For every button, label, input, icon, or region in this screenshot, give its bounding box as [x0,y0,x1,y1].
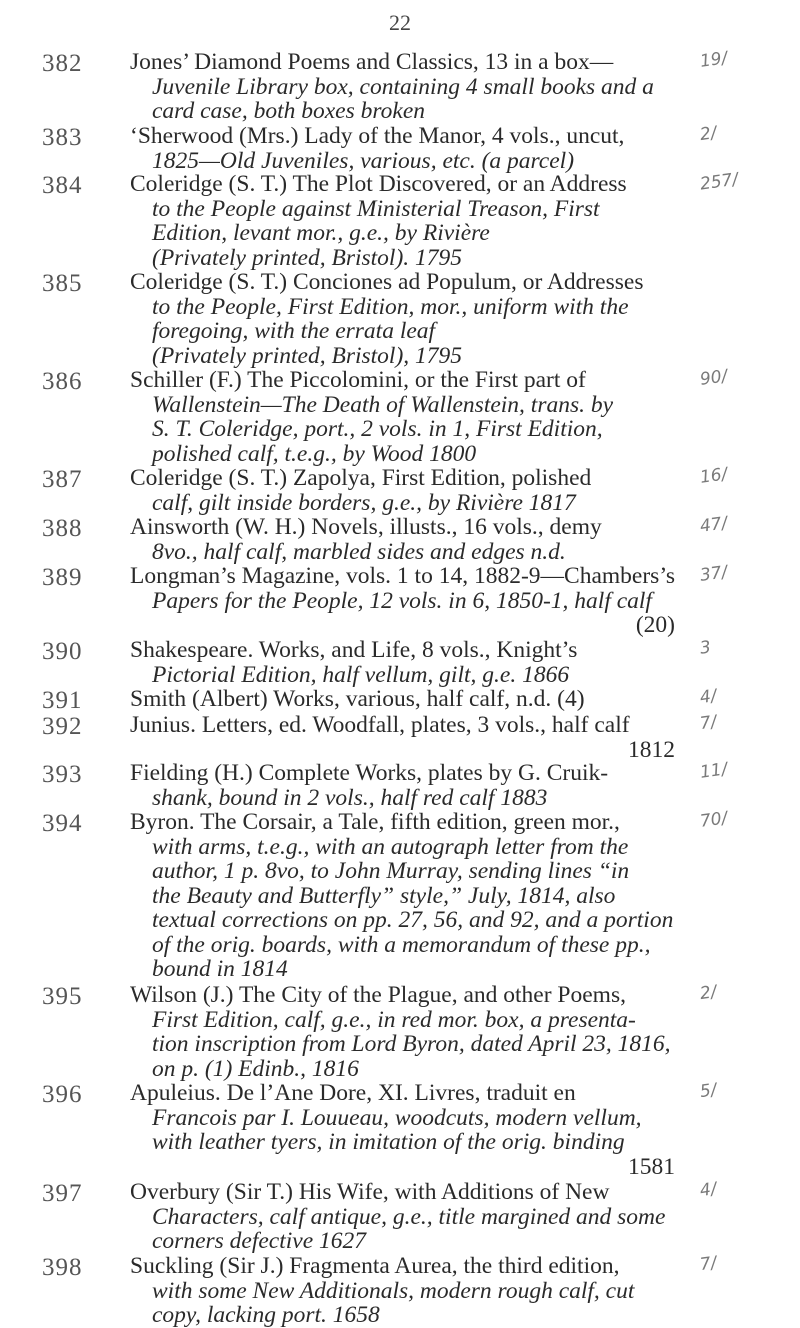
lot-description-line: Wallenstein—The Death of Wallenstein, trans. by [152,391,614,418]
lot-description [130,983,755,1081]
lot-description [130,713,755,762]
lot-description [130,124,755,173]
lot-description [130,810,755,982]
lot-description-line: polished calf, t.e.g., by Wood 1800 [152,440,477,467]
lot-number: 394 [42,810,83,837]
lot-description-line: with arms, t.e.g., with an autograph letter from the [152,833,629,860]
lot-description-line: Ainsworth (W. H.) Novels, illusts., 16 vols., demy [130,514,602,540]
lot-description-line: foregoing, with the errata leaf [152,318,436,344]
lot-description-line: Jones’ Diamond Poems and Classics, 13 in a box— [130,49,614,75]
lot-description-line: Edition, levant mor., g.e., by Rivière [152,220,490,246]
lot-description-line: Shakespeare. Works, and Life, 8 vols., Knight’s [130,637,578,663]
handwritten-price-annotation: 7/ [698,1252,718,1276]
lot-number: 388 [42,515,83,542]
lot-description-line: Overbury (Sir T.) His Wife, with Additions of New [130,1179,610,1205]
lot-number: 385 [42,270,83,297]
lot-description-line: Wilson (J.) The City of the Plague, and other Poems, [130,982,626,1008]
lot-description-line: corners defective 1627 [152,1228,367,1254]
lot-description-line: Schiller (F.) The Piccolomini, or the First part of [130,367,586,393]
lot-description-line: Francois par I. Louueau, woodcuts, modern vellum, [152,1104,642,1131]
lot-description-line: card case, both boxes broken [152,98,426,124]
handwritten-price-annotation: 19/ [698,48,729,72]
lot-description-line: Pictorial Edition, half vellum, gilt, g.e. 1866 [152,661,570,688]
handwritten-price-annotation: 4/ [698,685,718,709]
lot-number: 392 [42,713,83,740]
lot-description [130,687,755,712]
handwritten-price-annotation: 257/ [698,169,740,195]
lot-description [130,1254,755,1328]
handwritten-price-annotation: 7/ [698,711,718,735]
lot-description-line: Juvenile Library box, containing 4 small books and a [152,73,654,100]
handwritten-price-annotation: 2/ [698,981,718,1005]
lot-description-line: calf, gilt inside borders, g.e., by Rivière 1817 [152,489,576,516]
lot-description [130,270,755,368]
handwritten-price-annotation: 5/ [698,1079,718,1103]
lot-description-line: tion inscription from Lord Byron, dated April 23, 1816, [152,1031,671,1057]
lot-number: 391 [42,687,83,714]
lot-number: 383 [42,124,83,151]
lot-description [130,368,755,466]
lot-number: 398 [42,1254,83,1281]
lot-description [130,172,755,270]
lot-number: 393 [42,761,83,788]
lot-description-line: with leather tyers, in imitation of the orig. binding [152,1129,625,1155]
lot-description-line: Longman’s Magazine, vols. 1 to 14, 1882-9—Chambers’s [130,563,675,589]
lot-description-line: Coleridge (S. T.) Conciones ad Populum, or Addresses [130,269,644,295]
lot-description-line: Coleridge (S. T.) Zapolya, First Edition, polished [130,465,592,491]
lot-description [130,638,755,687]
lot-description-line: 8vo., half calf, marbled sides and edges n.d. [152,538,566,565]
lot-number: 395 [42,983,83,1010]
handwritten-price-annotation: 47/ [698,513,729,537]
lot-number: 390 [42,638,83,665]
lot-description-line: to the People, First Edition, mor., uniform with the [152,293,629,320]
handwritten-price-annotation: 37/ [698,562,729,586]
lot-description-line: 1581 [628,1153,675,1180]
lot-description-line: on p. (1) Edinb., 1816 [152,1055,359,1082]
lot-description [130,564,755,638]
lot-description [130,466,755,515]
lot-description [130,50,755,124]
handwritten-price-annotation: 16/ [698,464,729,488]
handwritten-price-annotation: 4/ [698,1178,718,1202]
lot-description-line: First Edition, calf, g.e., in red mor. box, a presenta- [152,1006,636,1033]
lot-number: 389 [42,564,83,591]
lot-description-line: bound in 1814 [152,956,288,982]
lot-description-line: the Beauty and Butterfly” style,” July, 1814, also [152,882,616,909]
lot-description-line: ‘Sherwood (Mrs.) Lady of the Manor, 4 vols., uncut, [130,123,625,149]
lot-description-line: Suckling (Sir J.) Fragmenta Aurea, the third edition, [130,1253,620,1279]
lot-description-line: author, 1 p. 8vo, to John Murray, sending lines “in [152,858,630,884]
lot-description-line: Characters, calf antique, g.e., title margined and some [152,1203,666,1230]
handwritten-price-annotation: 2/ [698,122,718,146]
lot-description-line: Coleridge (S. T.) The Plot Discovered, or an Address [130,171,627,197]
lot-description-line: (Privately printed, Bristol). 1795 [152,244,463,271]
handwritten-price-annotation: 3 [698,637,713,659]
lot-description-line: textual corrections on pp. 27, 56, and 92, and a portion [152,907,674,933]
lot-number: 387 [42,466,83,493]
lot-description [130,761,755,810]
lot-description-line: Papers for the People, 12 vols. in 6, 1850-1, half calf [152,587,652,614]
lot-description-line: S. T. Coleridge, port., 2 vols. in 1, First Edition, [152,416,603,442]
lot-number: 386 [42,368,83,395]
lot-description-line: (20) [635,612,675,638]
lot-description-line: with some New Additionals, modern rough calf, cut [152,1277,635,1304]
lot-description-line: of the orig. boards, with a memorandum of these pp., [152,931,651,958]
handwritten-price-annotation: 90/ [698,366,729,390]
handwritten-price-annotation: 70/ [698,808,729,832]
lot-description-line: 1812 [628,736,675,763]
lot-description-line: Byron. The Corsair, a Tale, fifth edition, green mor., [130,809,620,835]
lot-number: 382 [42,50,83,77]
page-number: 22 [389,10,411,35]
lot-description-line: shank, bound in 2 vols., half red calf 1883 [152,784,548,811]
lot-description [130,1081,755,1179]
lot-description-line: Smith (Albert) Works, various, half calf, n.d. (4) [130,686,585,712]
lot-description-line: Fielding (H.) Complete Works, plates by G. Cruik- [130,760,609,786]
lot-description-line: to the People against Ministerial Treason, First [152,195,600,222]
handwritten-price-annotation: 11/ [698,759,729,783]
lot-number: 397 [42,1180,83,1207]
lot-description [130,1180,755,1254]
lot-number: 384 [42,172,83,199]
lot-description-line: Junius. Letters, ed. Woodfall, plates, 3 vols., half calf [130,712,630,738]
lot-description-line: 1825—Old Juveniles, various, etc. (a parcel) [152,147,575,174]
lot-description-line: copy, lacking port. 1658 [152,1302,380,1328]
lot-number: 396 [42,1081,83,1108]
lot-description-line: (Privately printed, Bristol), 1795 [152,342,463,369]
lot-description [130,515,755,564]
lot-description-line: Apuleius. De l’Ane Dore, XI. Livres, traduit en [130,1080,576,1106]
